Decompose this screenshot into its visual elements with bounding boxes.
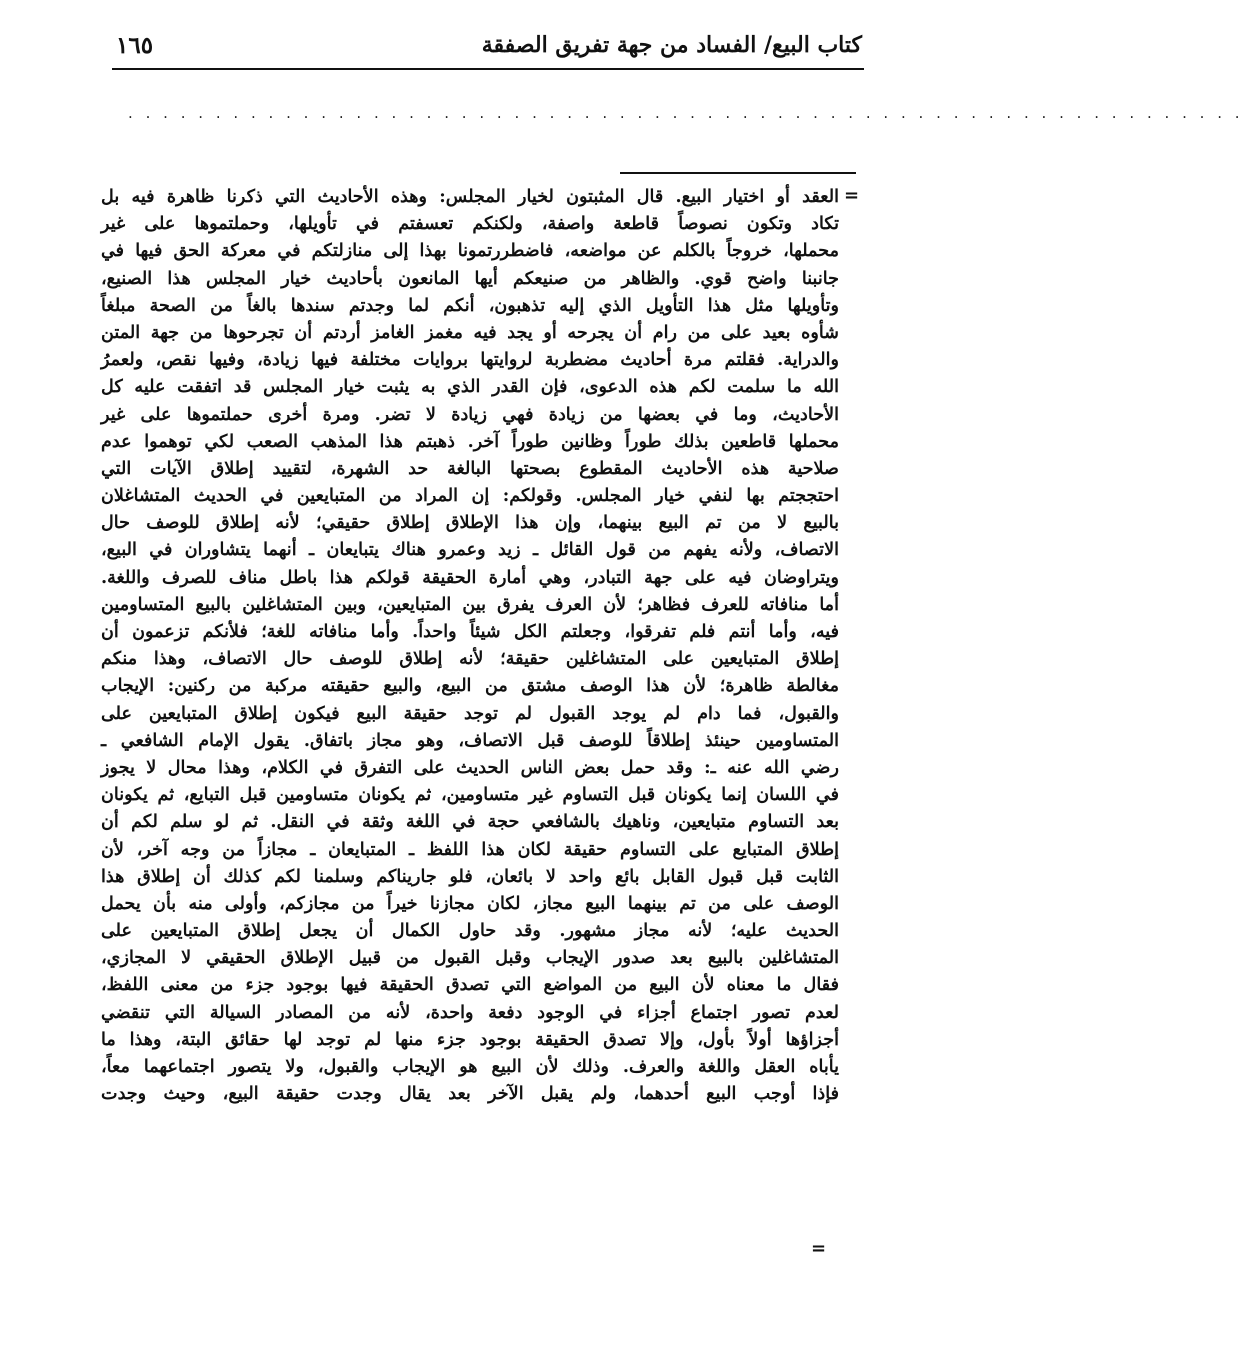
text-line: أجزاؤها أولاً بأول، وإلا تصدق الحقيقة بوجود جزء منها لم توجد لها حقائق البتة، وهذا ما xyxy=(101,1028,839,1050)
text-line: الاتصاف، ولأنه يفهم من قول القائل ـ زيد وعمرو هناك يتبايعان ـ أنهما يتشاوران في البيع، xyxy=(101,539,839,561)
text-line: محملها، خروجاً بالكلم عن مواضعه، فاضطررتمونا بهذا إلى منازلتكم في معركة الحق فيها في xyxy=(101,240,839,262)
text-line: الحديث عليه؛ لأنه مجاز مشهور. وقد حاول الكمال أن يجعل إطلاق المتبايعين على xyxy=(101,920,839,942)
text-line: رضي الله عنه ـ: وقد حمل بعض الناس الحديث على التفرق في الكلام، وهذا محال لا يجوز xyxy=(101,756,839,778)
text-line: المتشاغلين بالبيع بعد صدور الإيجاب وقبل القبول من قبيل الإطلاق الحقيقي لا المجازي، xyxy=(101,947,839,969)
text-line: فإذا أوجب البيع أحدهما، ولم يقبل الآخر بعد يقال وجدت حقيقة البيع، وحيث وجدت xyxy=(101,1083,839,1105)
text-line: أما منافاته للعرف فظاهر؛ لأن العرف يفرق بين المتبايعين، وبين المتشاغلين بالبيع المتساومين xyxy=(101,593,839,615)
continuation-mark-start: = xyxy=(844,185,860,206)
text-line: محملها قاطعين بذلك طوراً وظانين طوراً آخر. ذهبتم هذا المذهب الصعب لكي توهموا عدم xyxy=(101,430,839,452)
text-line: الوصف على من تم بينهما البيع مجاز، لكان مجازنا خيراً من مجازكم، وأولى منه بأن يحمل xyxy=(101,892,839,914)
page-number: ١٦٥ xyxy=(116,32,154,59)
text-line: والدراية. فقلتم مرة أحاديث مضطربة لروايتها بروايات مختلفة فيها زيادة، وفيها نقص، ولعمرُ xyxy=(101,349,839,371)
text-line: احتججتم بها لنفي خيار المجلس. وقولكم: إن المراد من المتبايعين في الحديث المتشاغلان xyxy=(101,485,839,507)
text-line: فيه، وأما أنتم فلم تفرقوا، وجعلتم الكل شيئاً واحداً. وأما منافاته للغة؛ فلأنكم تزعمون أن xyxy=(101,621,839,642)
text-line: الثابت قبل قبول القابل بائع واحد لا بائعان، فلو جاريناكم وسلمنا لكم كذلك أن إطلاق هذا xyxy=(101,865,839,887)
text-line: مغالطة ظاهرة؛ لأن هذا الوصف مشتق من البيع، والبيع حقيقته مركبة من ركنين: الإيجاب xyxy=(101,675,839,697)
text-line: إطلاق المتبايع على التساوم حقيقة لكان هذا اللفظ ـ المتبايعان ـ مجازاً من وجه آخر، لأن xyxy=(101,838,839,860)
text-line: بعد التساوم متبايعين، وناهيك بالشافعي حجة في اللغة وثقة في النقل. ثم لو سلم لكم أن xyxy=(101,811,839,833)
text-line: صلاحية هذه الأحاديث المقطوع بصحتها البالغة حد الشهرة، لتقييد إطلاق الآيات التي xyxy=(101,457,839,479)
text-line: الأحاديث، وما في بعضها من زيادة فهي زيادة لا تضر. ومرة أخرى حملتموها على غير xyxy=(101,403,839,425)
dotted-separator: ................................................................ xyxy=(128,104,1252,122)
footnote-rule xyxy=(620,172,856,174)
text-line xyxy=(101,1107,839,1134)
text-line: لعدم تصور اجتماع أجزاء في الوجود دفعة واحدة، لأنه من المصادر السيالة التي تنقضي xyxy=(101,1001,839,1023)
text-line: فقال ما معناه لأن البيع من المواضع التي تصدق الحقيقة فيها بوجود جزء من معنى اللفظ، xyxy=(101,974,839,996)
text-line: جانبنا واضح قوي. والظاهر من صنيعكم أيها المانعون بأحاديث خيار المجلس هذا الصنيع، xyxy=(101,267,839,289)
header-title: كتاب البيع/ الفساد من جهة تفريق الصفقة xyxy=(481,32,862,58)
text-line: العقد أو اختيار البيع. قال المثبتون لخيار المجلس: وهذه الأحاديث التي ذكرنا ظاهرة فيه بل xyxy=(101,186,839,207)
text-line: الله ما سلمت لكم هذه الدعوى، فإن القدر الذي به يثبت خيار المجلس قد اتفقت عليه كل xyxy=(101,376,839,398)
text-line: والقبول، فما دام لم يوجد القبول لم توجد حقيقة البيع فيكون إطلاق المتبايعين على xyxy=(101,702,839,724)
footnote-text xyxy=(101,183,839,1135)
text-line: وتأويلها مثل هذا التأويل الذي إليه تذهبون، أنكم لما وجدتم سندها بالغاً من الصحة مبلغاً xyxy=(101,294,839,316)
text-line: يأباه العقل واللغة والعرف. وذلك لأن البيع هو الإيجاب والقبول، ولا يتصور اجتماعهما معاً، xyxy=(101,1056,839,1077)
continuation-mark-end: = xyxy=(811,1238,827,1259)
text-line: المتساومين حينئذ إطلاقاً للوصف قبل الاتصاف، وهو مجاز باتفاق. يقول الإمام الشافعي ـ xyxy=(101,729,839,751)
text-line: إطلاق المتبايعين على المتشاغلين حقيقة؛ لأنه إطلاق للوصف حال الاتصاف، وهذا منكم xyxy=(101,648,839,670)
text-line: شأوه بعيد على من رام أن يجرحه أو يجد فيه مغمز الغامز أردتم أن تجرحوها من جهة المتن xyxy=(101,321,839,343)
text-line: في اللسان إنما يكونان قبل التساوم غير متساومين، ثم يكونان متساومين قبل التبايع، ثم يكونان xyxy=(101,784,839,806)
running-header xyxy=(112,28,864,70)
text-line: بالبيع لا من تم البيع بينهما، وإن هذا الإطلاق إطلاق حقيقي؛ لأنه إطلاق للوصف حال xyxy=(101,512,839,534)
text-line: ويتراوضان فيه على جهة التبادر، وهي أمارة الحقيقة قولكم هذا باطل مناف للصرف واللغة. xyxy=(101,566,839,588)
text-line: تكاد وتكون نصوصاً قاطعة واصفة، ولكنكم تعسفتم في تأويلها، وحملتموها على غير xyxy=(101,213,839,235)
